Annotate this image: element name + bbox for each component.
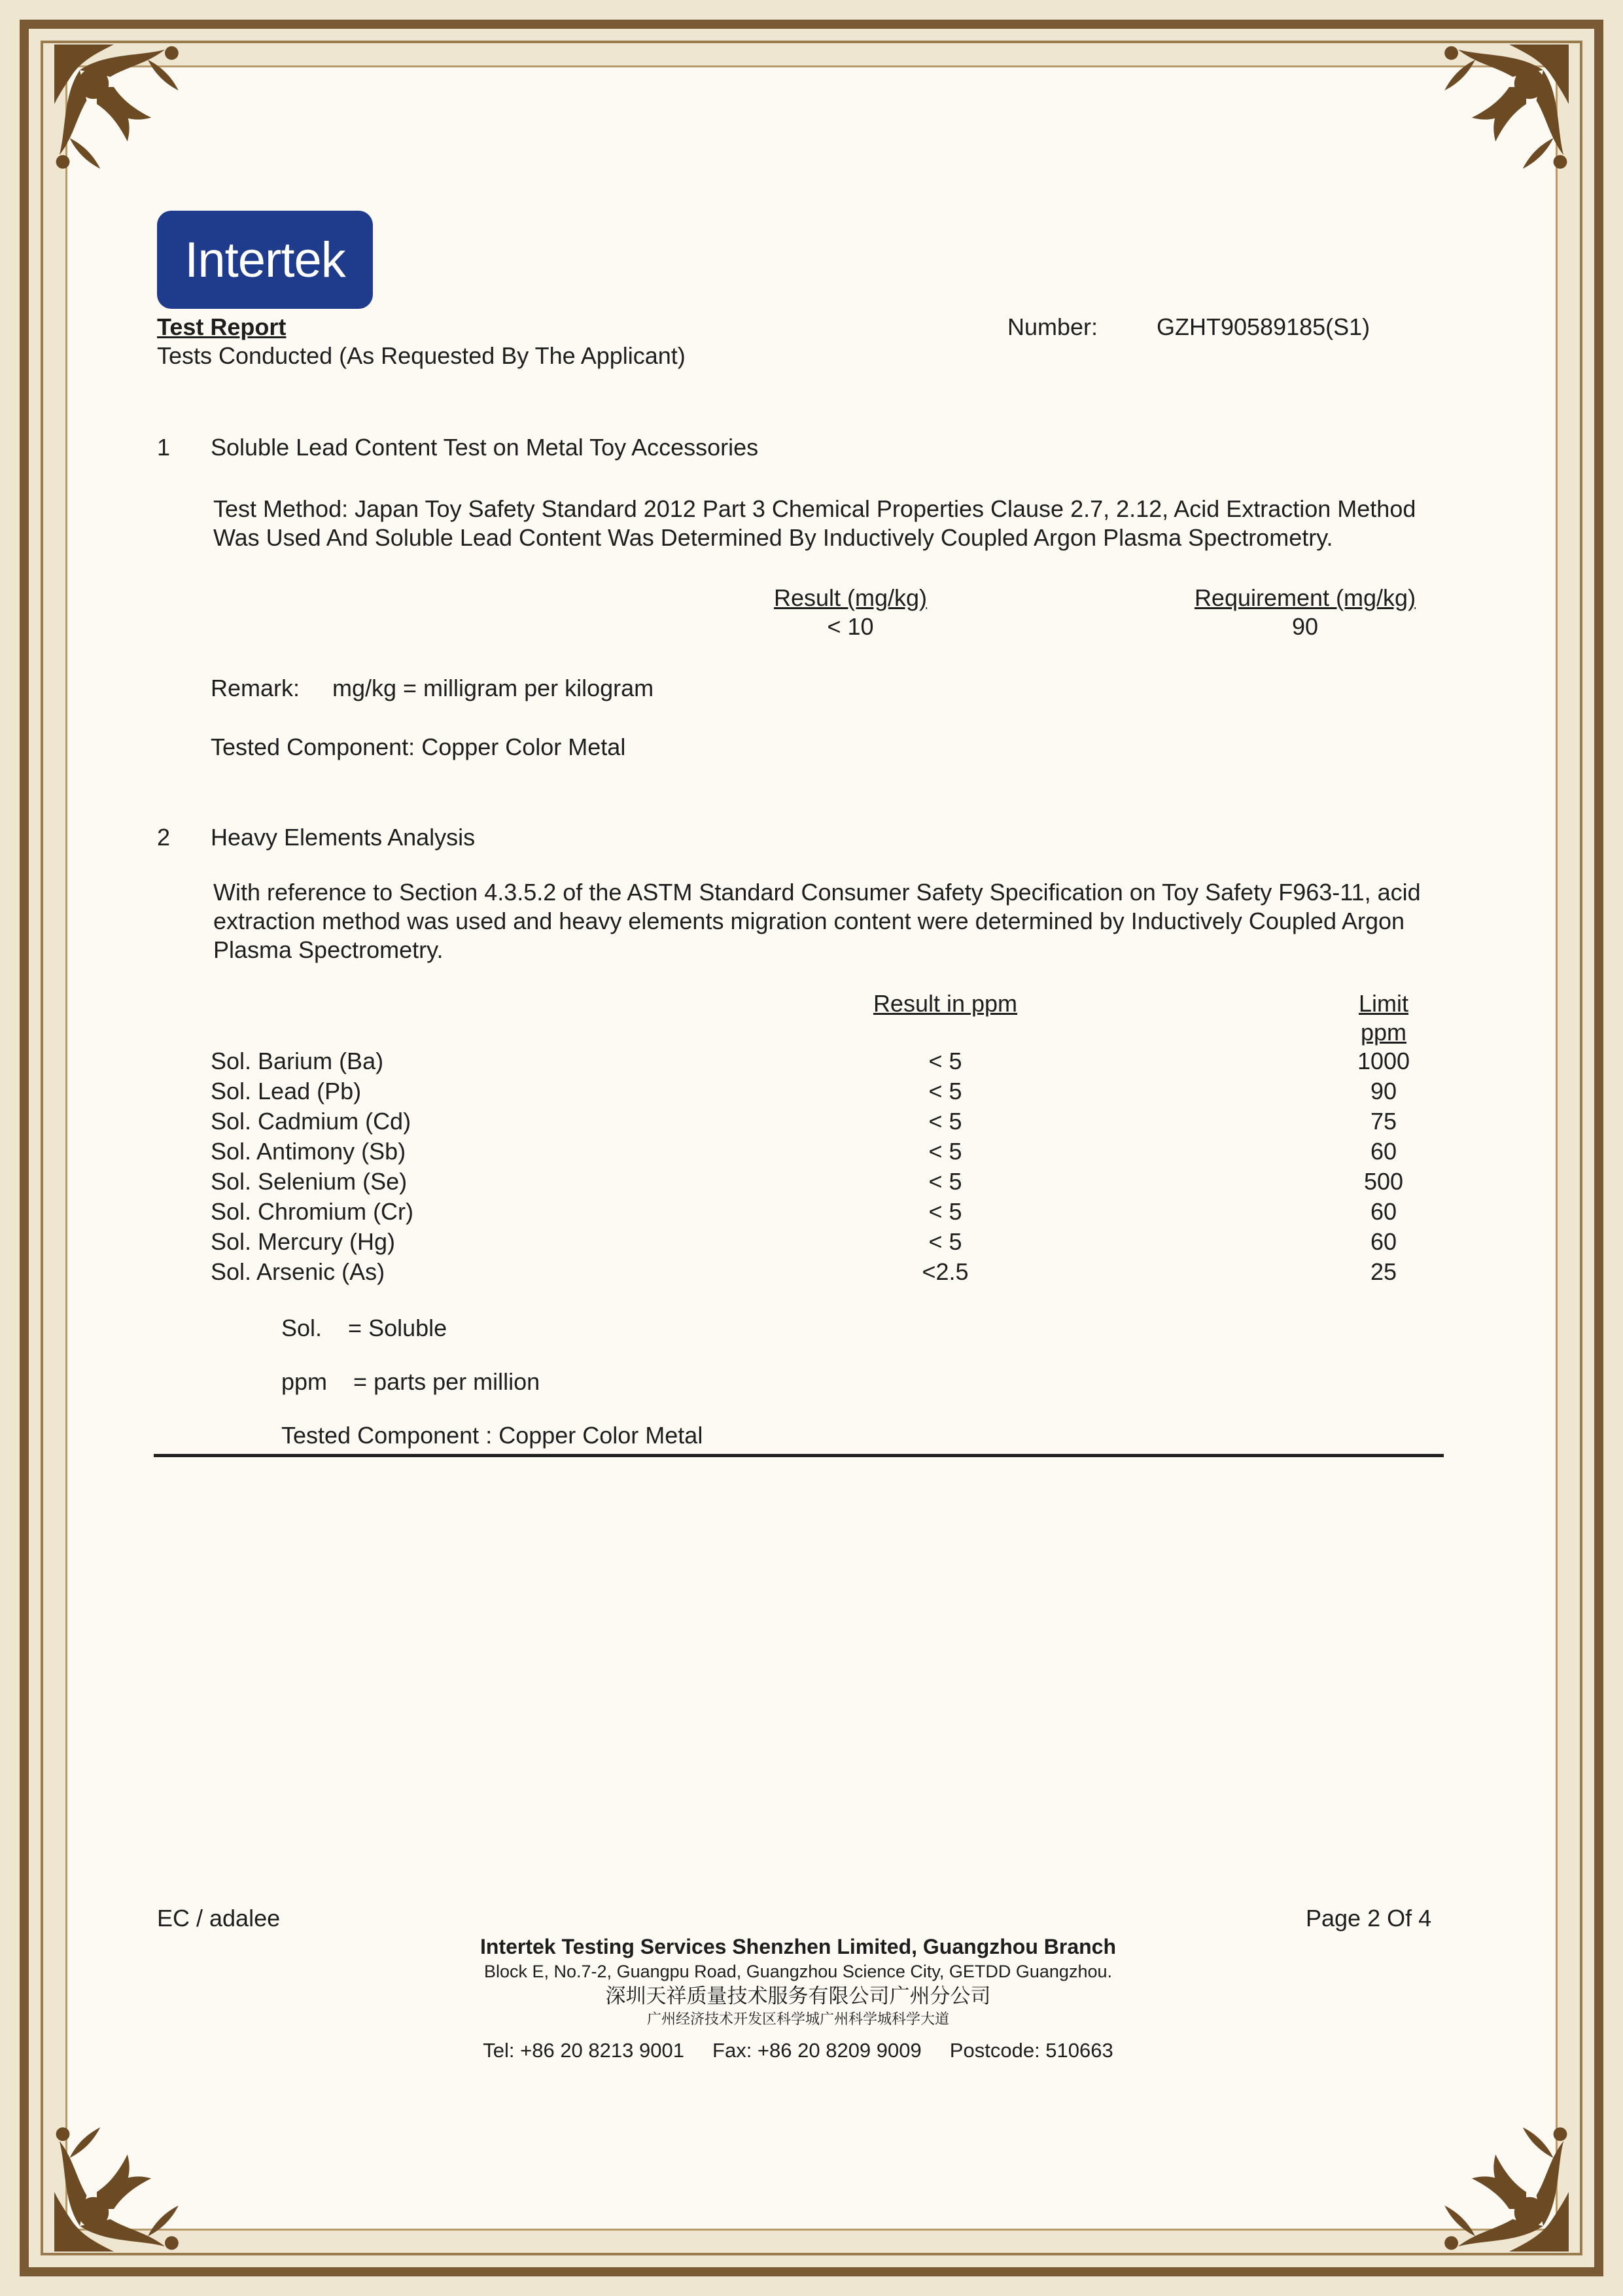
section-2-description-line: With reference to Section 4.3.5.2 of the ASTM Standard Consumer Safety Specification on Toy Safety F963-11, acid [213, 879, 1421, 906]
table-row-element: Sol. Barium (Ba) [211, 1048, 384, 1074]
table-row-result: < 5 [928, 1078, 962, 1104]
section-1-remark-text: mg/kg = milligram per kilogram [332, 675, 654, 701]
footer-chinese-address: 广州经济技术开发区科学城广州科学城科学大道 [646, 2011, 949, 2028]
note-soluble: Sol. = Soluble [281, 1315, 447, 1341]
table-row-limit: 1000 [1357, 1048, 1410, 1074]
footer-address: Block E, No.7-2, Guangpu Road, Guangzhou Science City, GETDD Guangzhou. [483, 1962, 1113, 1981]
table-row-limit: 60 [1370, 1138, 1397, 1165]
section-1-requirement-header: Requirement (mg/kg) [1194, 584, 1416, 611]
table-row-element: Sol. Antimony (Sb) [211, 1138, 406, 1165]
table-row-limit: 90 [1370, 1078, 1397, 1104]
table-row-limit: 60 [1370, 1228, 1397, 1255]
table-row-element: Sol. Selenium (Se) [211, 1168, 408, 1195]
table-row-limit: 500 [1363, 1168, 1404, 1195]
section-2-limit-unit: ppm [1360, 1019, 1407, 1046]
report-subtitle: Tests Conducted (As Requested By The Applicant) [157, 342, 686, 369]
section-2-result-header: Result in ppm [873, 990, 1018, 1017]
footer-page-number: Page 2 Of 4 [1306, 1905, 1432, 1932]
footer-chinese-name: 深圳天祥质量技术服务有限公司广州分公司 [605, 1985, 991, 2008]
section-1-remark-label: Remark: [211, 675, 300, 701]
table-row-element: Sol. Lead (Pb) [211, 1078, 362, 1104]
table-row-result: < 5 [928, 1198, 962, 1225]
table-row-element: Sol. Mercury (Hg) [211, 1228, 396, 1255]
report-number-label: Number: [1007, 313, 1098, 340]
section-2-description-line: extraction method was used and heavy elements migration content were determined by Inductively Coupled Argon [213, 908, 1405, 934]
table-row-element: Sol. Arsenic (As) [211, 1258, 385, 1285]
table-row-limit: 60 [1370, 1198, 1397, 1225]
corner-ornament-icon [46, 2090, 216, 2260]
table-row-limit: 25 [1370, 1258, 1397, 1285]
note-ppm: ppm = parts per million [281, 1368, 540, 1395]
table-row-result: < 5 [928, 1048, 962, 1074]
table-row-result: < 5 [928, 1168, 962, 1195]
table-row-result: < 5 [928, 1138, 962, 1165]
corner-ornament-icon [46, 36, 216, 206]
table-row-element: Sol. Cadmium (Cd) [211, 1108, 411, 1135]
section-2-limit-header: Limit [1358, 990, 1408, 1017]
section-2-description-line: Plasma Spectrometry. [213, 936, 444, 963]
table-row-element: Sol. Chromium (Cr) [211, 1198, 414, 1225]
corner-ornament-icon [1407, 36, 1577, 206]
footer-initials: EC / adalee [157, 1905, 281, 1932]
section-1-method-line: Test Method: Japan Toy Safety Standard 2012 Part 3 Chemical Properties Clause 2.7, 2.12, Acid Extraction Method [213, 495, 1416, 522]
section-1-tested-component: Tested Component: Copper Color Metal [211, 733, 626, 760]
report-title: Test Report [157, 313, 287, 340]
section-1-result-value: < 10 [827, 613, 874, 640]
intertek-logo: Intertek [157, 211, 373, 309]
section-2-index: 2 [157, 824, 171, 851]
corner-ornament-icon [1407, 2090, 1577, 2260]
footer-company: Intertek Testing Services Shenzhen Limited, Guangzhou Branch [480, 1935, 1117, 1958]
table-row-limit: 75 [1370, 1108, 1397, 1135]
section-1-result-header: Result (mg/kg) [773, 584, 928, 611]
section-1-requirement-value: 90 [1291, 613, 1319, 640]
section-2-tested-component: Tested Component : Copper Color Metal [281, 1422, 703, 1449]
table-row-result: <2.5 [922, 1258, 969, 1285]
section-1-method-line: Was Used And Soluble Lead Content Was Determined By Inductively Coupled Argon Plasma Spectrometry. [213, 524, 1333, 551]
section-2-title: Heavy Elements Analysis [211, 824, 476, 851]
section-divider [154, 1454, 1444, 1457]
section-1-title: Soluble Lead Content Test on Metal Toy Accessories [211, 434, 759, 461]
report-number-value: GZHT90589185(S1) [1157, 313, 1370, 340]
table-row-result: < 5 [928, 1108, 962, 1135]
table-row-result: < 5 [928, 1228, 962, 1255]
footer-contact: Tel: +86 20 8213 9001 Fax: +86 20 8209 9009 Postcode: 510663 [483, 2039, 1113, 2062]
section-1-index: 1 [157, 434, 171, 461]
